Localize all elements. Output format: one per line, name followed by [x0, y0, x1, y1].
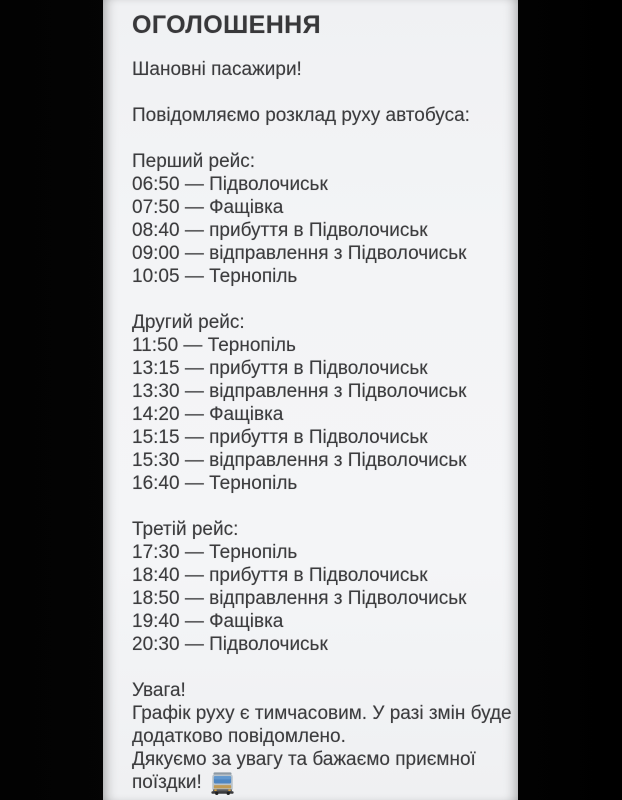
trip-section-second: [132, 311, 502, 495]
intro-text: Повідомляємо розклад руху автобуса:: [132, 105, 470, 126]
schedule-line: 10:05 — Тернопіль: [132, 266, 298, 287]
notice-section: [132, 679, 512, 794]
greeting-text: Шановні пасажири!: [132, 59, 302, 80]
schedule-line: 18:50 — відправлення з Підволочиськ: [132, 588, 467, 609]
announcement-note: [103, 0, 518, 800]
schedule-line: 07:50 — Фащівка: [132, 197, 284, 218]
trip-section-first: [132, 150, 502, 288]
schedule-line: 08:40 — прибуття в Підволочиськ: [132, 220, 428, 241]
notice-line: Дякуємо за увагу та бажаємо приємної: [132, 749, 476, 770]
schedule-line: 13:15 — прибуття в Підволочиськ: [132, 358, 428, 379]
schedule-line: 14:20 — Фащівка: [132, 404, 284, 425]
schedule-line: 11:50 — Тернопіль: [132, 335, 296, 356]
bus-emoji-icon: [209, 772, 236, 795]
notice-line: додатково повідомлено.: [132, 726, 346, 747]
trip-label: Перший рейс:: [132, 151, 256, 172]
schedule-line: 15:15 — прибуття в Підволочиськ: [132, 427, 428, 448]
schedule-line: 20:30 — Підволочиськ: [132, 634, 328, 655]
trip-label: Другий рейс:: [132, 312, 245, 333]
notice-line: Графік руху є тимчасовим. У разі змін буде: [132, 703, 512, 724]
schedule-line: 18:40 — прибуття в Підволочиськ: [132, 565, 428, 586]
schedule-line: 19:40 — Фащівка: [132, 611, 284, 632]
notice-closing-text: поїздки!: [132, 772, 202, 793]
notice-closing-line: [132, 771, 502, 794]
schedule-line: 06:50 — Підволочиськ: [132, 174, 328, 195]
schedule-line: 17:30 — Тернопіль: [132, 542, 298, 563]
schedule-line: 16:40 — Тернопіль: [132, 473, 298, 494]
page-title: ОГОЛОШЕННЯ: [132, 11, 321, 39]
schedule-line: 15:30 — відправлення з Підволочиськ: [132, 450, 467, 471]
notice-heading: Увага!: [132, 680, 186, 701]
trip-label: Третій рейс:: [132, 519, 239, 540]
schedule-line: 09:00 — відправлення з Підволочиськ: [132, 243, 467, 264]
trip-section-third: [132, 518, 502, 656]
schedule-line: 13:30 — відправлення з Підволочиськ: [132, 381, 467, 402]
